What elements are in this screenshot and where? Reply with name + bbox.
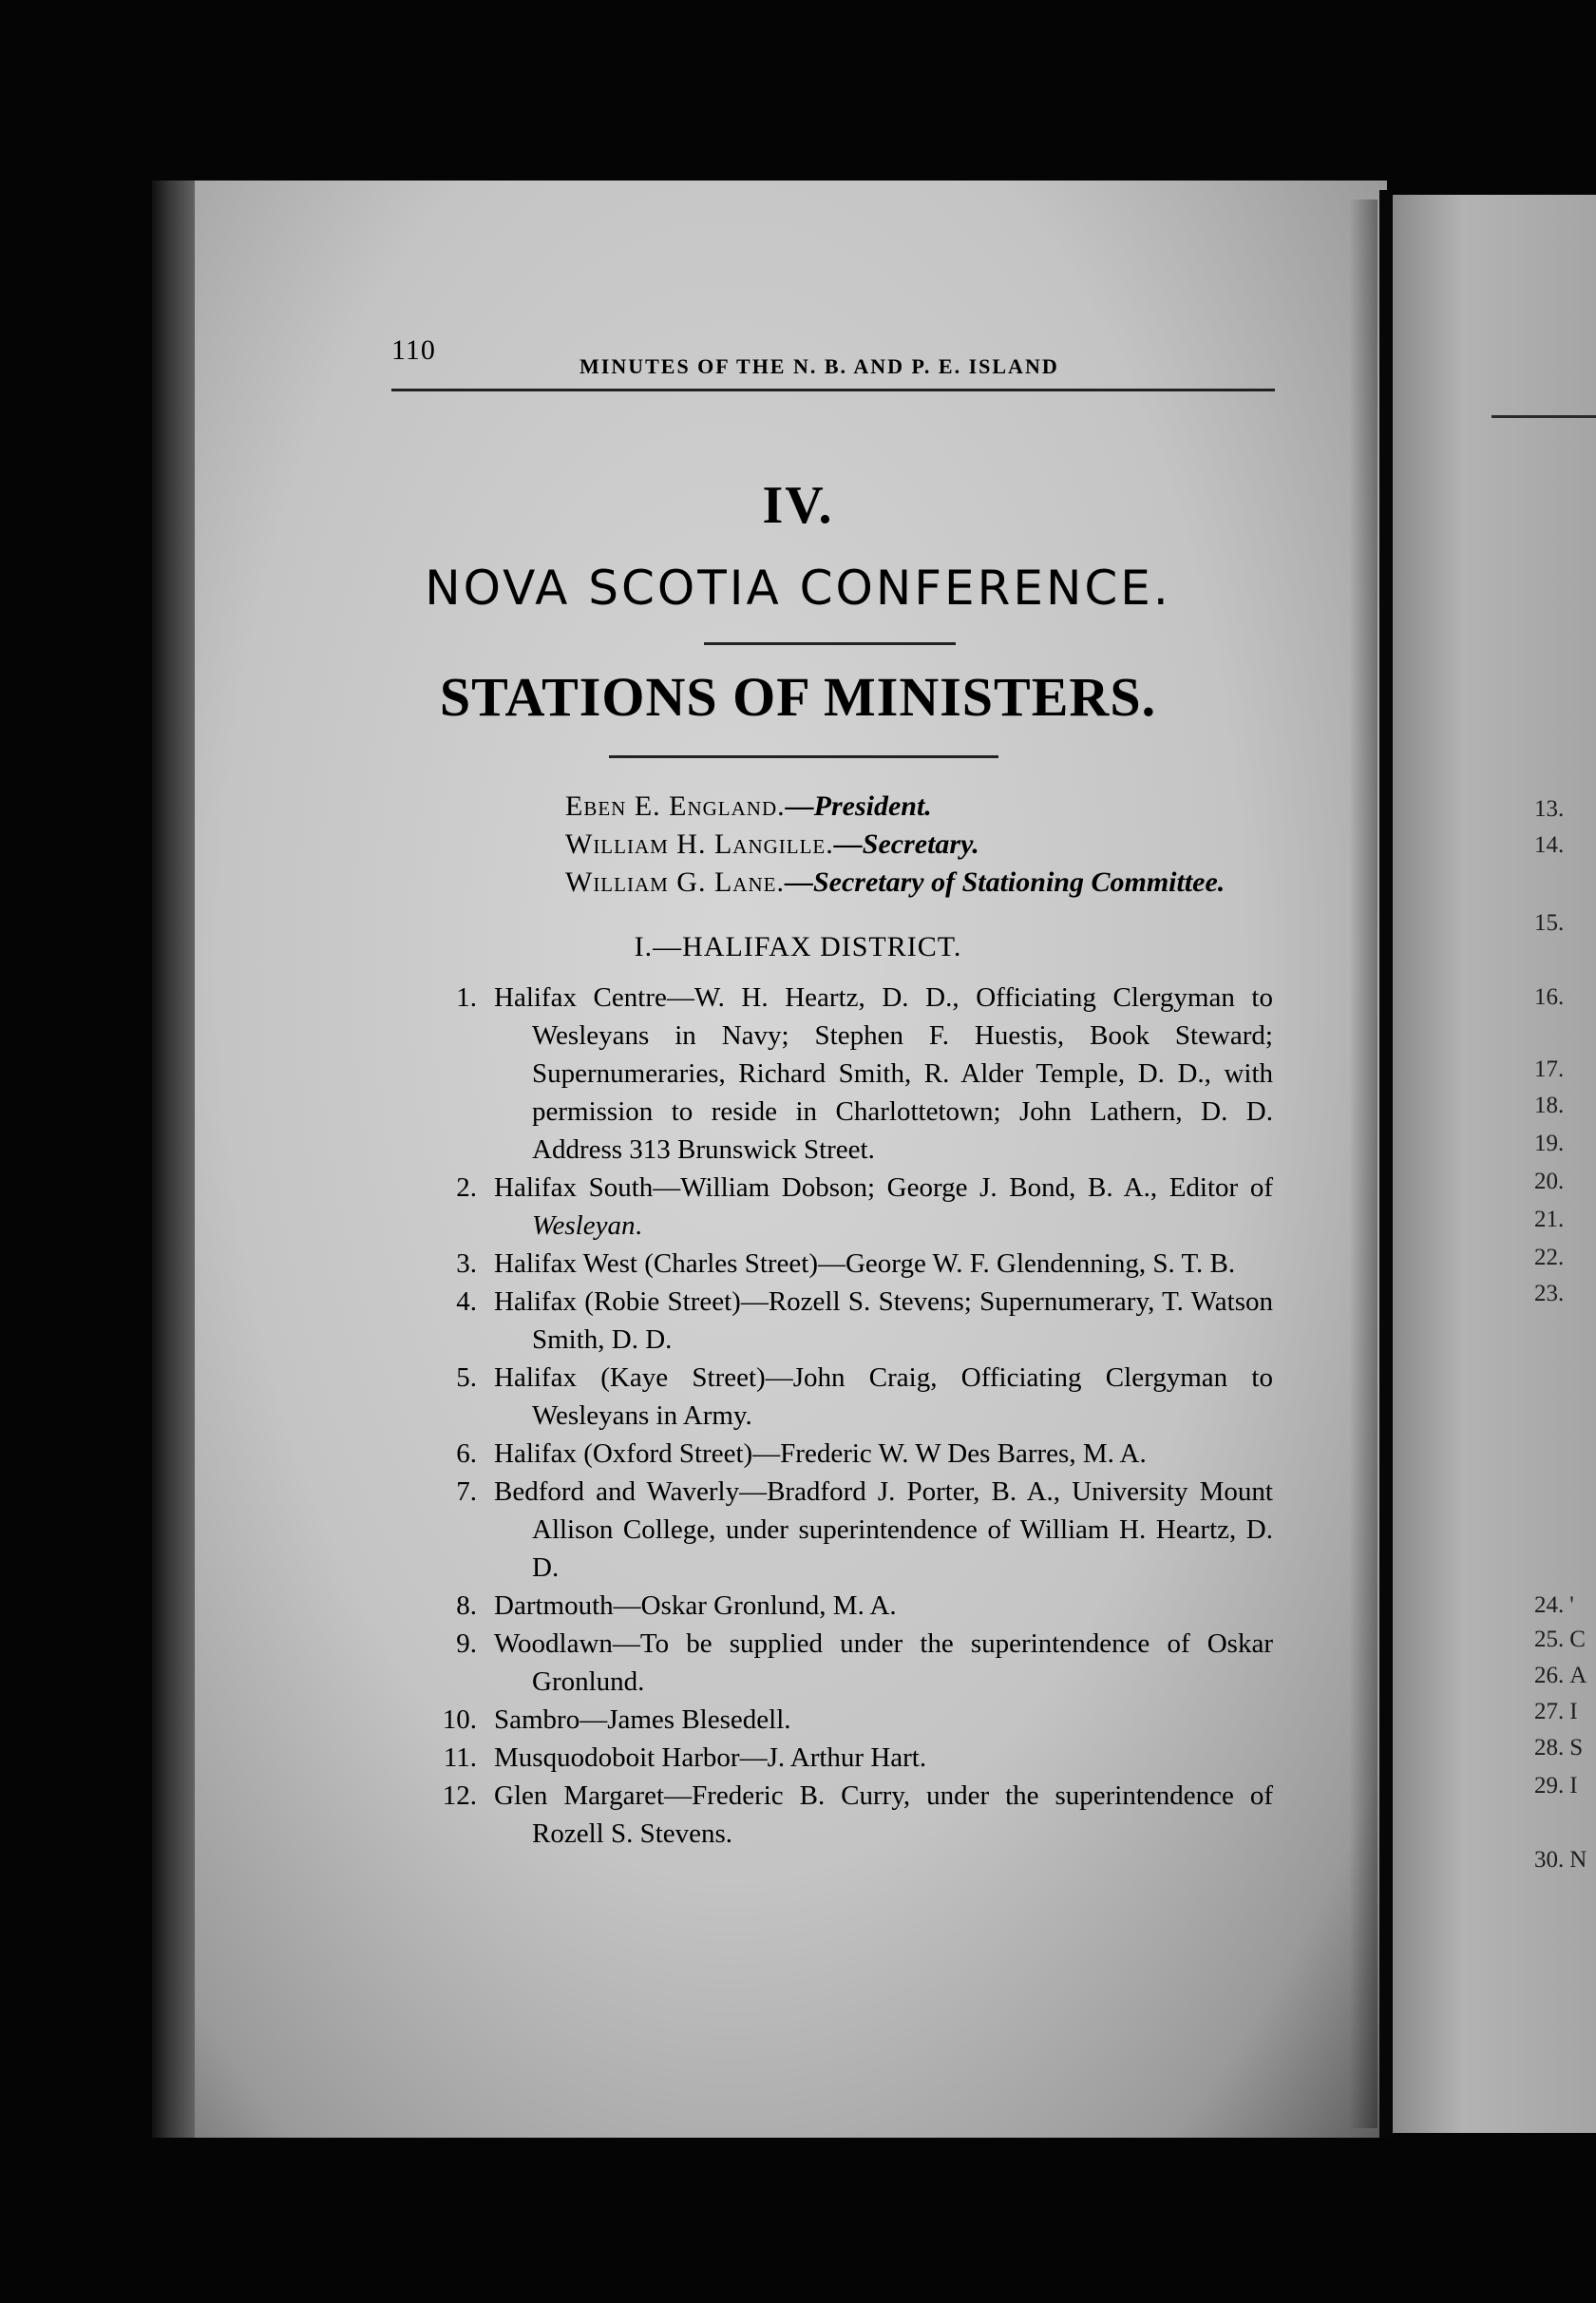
facing-page-number — [1534, 1169, 1564, 1195]
officer-secretary — [565, 828, 979, 861]
facing-page-number — [1534, 1207, 1564, 1233]
station-number: 9. — [456, 1628, 477, 1659]
station-entry — [399, 1435, 1273, 1473]
station-text: Woodlawn—To be supplied under the superintendence of Oskar Gronlund. — [494, 1628, 1273, 1697]
station-number: 2. — [456, 1172, 477, 1203]
station-number: 10. — [442, 1704, 477, 1735]
facing-page-trailing-letter: C — [1569, 1627, 1586, 1652]
facing-page-number — [1534, 1699, 1578, 1725]
facing-page-trailing-letter: I — [1569, 1773, 1578, 1799]
facing-page-number-text: 14. — [1534, 832, 1565, 858]
station-number: 6. — [456, 1438, 477, 1469]
facing-page-trailing-letter: S — [1569, 1735, 1584, 1761]
station-text: Dartmouth—Oskar Gronlund, M. A. — [494, 1590, 897, 1621]
station-text: Halifax Centre—W. H. Heartz, D. D., Officiating Clergyman to Wesleyans in Navy; Stephen F. Huestis, Book Steward; Supernumeraries, Richard Smith, R. Alder Temple, D. D., with permission to reside in Charlottetown; John Lathern, D. D. Address 313 Brunswick Street. — [494, 982, 1273, 1165]
facing-page-trailing-letter: I — [1569, 1699, 1578, 1724]
facing-page-number-text: 18. — [1534, 1093, 1565, 1118]
facing-page-number — [1534, 1056, 1564, 1083]
station-entry — [399, 1283, 1273, 1359]
officer-name: Eben E. England. — [565, 790, 786, 822]
station-text: Halifax (Kaye Street)—John Craig, Officiating Clergyman to Wesleyans in Army. — [494, 1362, 1273, 1431]
officer-president — [565, 790, 932, 823]
station-entry — [399, 1169, 1273, 1245]
officer-role: —Secretary of Stationing Committee. — [784, 866, 1226, 898]
facing-page-number-text: 26. — [1534, 1663, 1565, 1688]
station-text: Halifax South—William Dobson; George J. Bond, B. A., Editor of — [494, 1172, 1273, 1203]
officer-name: William H. Langille. — [565, 828, 834, 860]
station-number: 7. — [456, 1476, 477, 1507]
station-entry — [399, 1473, 1273, 1587]
district-heading: I.—HALIFAX DISTRICT. — [634, 931, 962, 962]
officer-name: William G. Lane. — [565, 866, 785, 898]
facing-page-number — [1534, 1663, 1586, 1689]
title-divider — [704, 642, 956, 645]
title-divider-long — [609, 755, 998, 758]
facing-page-number-text: 15. — [1534, 910, 1565, 936]
facing-page-rule — [1492, 415, 1596, 418]
facing-page-number-text: 22. — [1534, 1245, 1565, 1270]
stations-list — [399, 979, 1273, 1853]
station-number: 8. — [456, 1590, 477, 1621]
station-number: 11. — [443, 1742, 477, 1773]
facing-page-number — [1534, 1773, 1578, 1799]
facing-page-trailing-letter: A — [1569, 1663, 1587, 1688]
facing-page-number-text: 17. — [1534, 1056, 1565, 1082]
section-number: IV. — [762, 476, 834, 535]
station-text: Sambro—James Blesedell. — [494, 1704, 791, 1735]
station-entry — [399, 1587, 1273, 1625]
officer-stationing-secretary — [565, 866, 1225, 899]
facing-page-trailing-letter: N — [1569, 1847, 1587, 1873]
facing-page-number — [1534, 1735, 1583, 1761]
facing-page-number-text: 20. — [1534, 1169, 1565, 1194]
facing-page-number-text: 16. — [1534, 984, 1565, 1010]
station-number: 4. — [456, 1286, 477, 1317]
facing-page-number-text: 27. — [1534, 1699, 1565, 1724]
facing-page-number-text: 29. — [1534, 1773, 1565, 1799]
station-text: Halifax West (Charles Street)—George W. F. Glendenning, S. T. B. — [494, 1248, 1236, 1279]
station-entry — [399, 1625, 1273, 1701]
station-entry — [399, 1777, 1273, 1853]
station-text: Halifax (Robie Street)—Rozell S. Stevens; Supernumerary, T. Watson Smith, D. D. — [494, 1286, 1273, 1355]
facing-page-number — [1534, 1592, 1574, 1619]
station-entry — [399, 1245, 1273, 1283]
facing-page-trailing-letter: ' — [1569, 1592, 1574, 1618]
officer-role: —President. — [785, 790, 932, 822]
station-entry — [399, 1701, 1273, 1739]
station-text: Musquodoboit Harbor—J. Arthur Hart. — [494, 1742, 927, 1773]
page-number: 110 — [391, 334, 436, 366]
station-number: 1. — [456, 982, 477, 1013]
book-binding-edge — [152, 181, 200, 2138]
running-title: MINUTES OF THE N. B. AND P. E. ISLAND — [580, 354, 1059, 378]
facing-page-number — [1534, 1093, 1564, 1119]
facing-page-number-text: 21. — [1534, 1207, 1565, 1232]
facing-page-number-text: 23. — [1534, 1281, 1565, 1306]
facing-page-number — [1534, 796, 1564, 823]
facing-page-number-text: 24. — [1534, 1592, 1565, 1618]
officer-role: —Secretary. — [833, 828, 979, 860]
station-entry — [399, 1739, 1273, 1777]
station-number: 12. — [442, 1780, 477, 1811]
header-rule — [391, 389, 1275, 391]
station-text: Glen Margaret—Frederic B. Curry, under the superintendence of Rozell S. Stevens. — [494, 1780, 1273, 1849]
station-number: 5. — [456, 1362, 477, 1393]
facing-page-number — [1534, 1281, 1564, 1307]
conference-title: NOVA SCOTIA CONFERENCE. — [425, 561, 1171, 616]
station-entry — [399, 1359, 1273, 1435]
facing-page-number — [1534, 1627, 1586, 1653]
facing-page-number-text: 30. — [1534, 1847, 1565, 1873]
facing-page-number-text: 19. — [1534, 1131, 1565, 1156]
facing-page-number — [1534, 984, 1564, 1011]
facing-page-number-text: 13. — [1534, 796, 1565, 822]
station-text-italic: Wesleyan — [532, 1210, 636, 1241]
facing-page-number-text: 28. — [1534, 1735, 1565, 1761]
station-number: 3. — [456, 1248, 477, 1279]
facing-page-number — [1534, 1847, 1586, 1874]
station-text: Halifax (Oxford Street)—Frederic W. W Des Barres, M. A. — [494, 1438, 1147, 1469]
facing-page-number — [1534, 1245, 1564, 1271]
station-text-wrap — [494, 1169, 1273, 1245]
stations-title: STATIONS OF MINISTERS. — [439, 666, 1157, 728]
station-text: Bedford and Waverly—Bradford J. Porter, B. A., University Mount Allison College, under superintendence of William H. Heartz, D. D. — [494, 1476, 1273, 1583]
facing-page-number — [1534, 1131, 1564, 1157]
facing-page-number-text: 25. — [1534, 1627, 1565, 1652]
station-entry — [399, 979, 1273, 1169]
facing-page-number — [1534, 832, 1564, 859]
station-text-after: . — [635, 1210, 642, 1241]
